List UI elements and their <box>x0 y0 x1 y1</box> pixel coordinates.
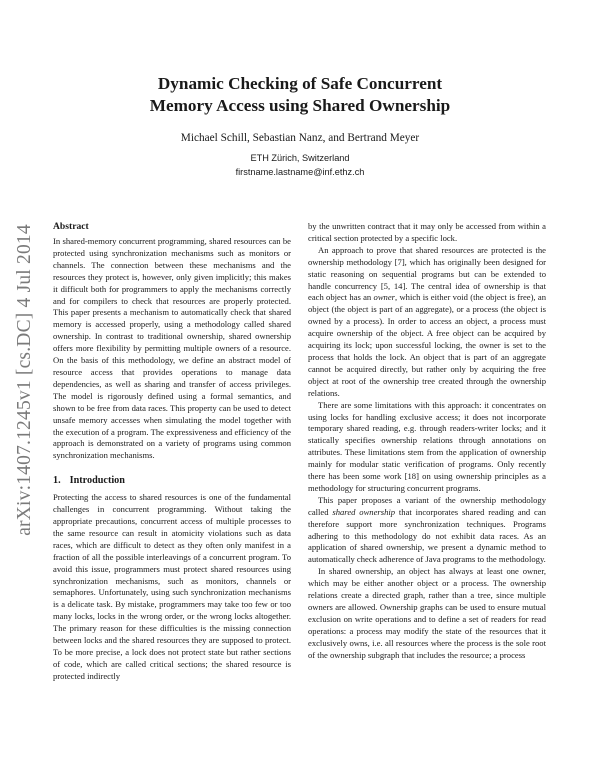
proposal-text-b: that incorporates shared reading and can therefore support more synchronization techniques. Programs adhering to this methodology do not exhibit data races. As an application of shared ownership, we present a dynamic method to automatically check adherence of Java programs to the methodology. <box>308 506 546 565</box>
paper-title <box>60 73 540 117</box>
left-column <box>53 220 291 683</box>
intro-paragraph-ownership <box>308 245 546 400</box>
section-number: 1. <box>53 475 61 487</box>
ownership-text-b: , which is either void (the object is free), an object (the object is part of an aggregate), or a process (the object is owned by a process). In order to access an object, a process must acquire ownership of the object. A free object can be acquired by acquiring its lock; upon successful locking, the owner is set to the process that holds the lock. An object that is part of an aggregate cannot be acquired directly, but rather only by acquiring the free object at root of the ownership tree created through the ownership relations. <box>308 292 546 398</box>
proposal-term-shared-ownership: shared ownership <box>332 506 396 517</box>
arxiv-identifier-text: arXiv:1407.1245v1 [cs.DC] 4 Jul 2014 <box>14 224 35 536</box>
section-title: Introduction <box>69 475 125 487</box>
title-line-1: Dynamic Checking of Safe Concurrent <box>157 74 443 93</box>
intro-paragraph-1: Protecting the access to shared resources is one of the fundamental challenges in concurrent programming. Without taking the appropriate precautions, concurrent access of multiple processes to the same resource can result in atomicity violations such as data races, which are difficult to detect as they often only manifest in a fraction of all the possible interleavings of a concurrent program. To avoid this issue, programmers must protect shared resources using synchronization mechanisms, such as monitors, channels or semaphores. Unfortunately, using such synchronization mechanisms is a delicate task. By mistake, programmers may take too few or too many locks, locks in the wrong order, or the wrong locks altogether. The primary reason for these difficulties is the missing connection between locks and the shared resources they are supposed to protect. To be more precise, a lock does not protect state but rather sections of code, which are called critical sections; the shared resource is protected indirectly <box>53 492 291 681</box>
right-column <box>308 221 546 662</box>
title-line-2: Memory Access using Shared Ownership <box>149 96 451 115</box>
ownership-term-owner: owner <box>373 292 395 303</box>
abstract-heading: Abstract <box>53 221 89 232</box>
affiliation: ETH Zürich, Switzerland <box>250 153 350 163</box>
ownership-text-a: An approach to prove that shared resources are protected is the ownership methodology [7], which has originally been designed for static reasoning on sequential programs but can be extended to handle concurrency [5, 14]. The central idea of ownership is that each object has an <box>308 244 546 303</box>
intro-paragraph-continued: by the unwritten contract that it may only be accessed from within a critical section protected by a specific lock. <box>308 221 546 243</box>
proposal-text-a: This paper proposes a variant of the ownership methodology called <box>308 494 546 517</box>
author-email: firstname.lastname@inf.ethz.ch <box>235 167 365 177</box>
author-list: Michael Schill, Sebastian Nanz, and Bertrand Meyer <box>180 132 420 144</box>
arxiv-identifier-stamp <box>8 200 42 560</box>
intro-paragraph-shared-ownership: In shared ownership, an object has always at least one owner, which may be either another object or a process. The ownership relations create a directed graph, rather than a tree, since multiple owners are allowed. Ownership graphs can be used to ensure mutual exclusion on write operations and to define a set of readers for read operations: a process may modify the state of the resources that it exclusively owns, i.e. all resources where the process is the sole root of the ownership subgraph that includes the resource; a process <box>308 566 546 660</box>
intro-paragraph-proposal <box>308 495 546 566</box>
introduction-heading <box>53 474 291 487</box>
abstract-text: In shared-memory concurrent programming, shared resources can be protected using synchronization mechanisms such as monitors or channels. The connection between these mechanisms and the resources they protect is, however, only given implicitly; this makes it difficult both for programmers to apply the mechanisms correctly and for compilers to check that resources are properly protected. This paper presents a mechanism to automatically check that shared memory is accessed properly, using a methodology called shared ownership. In contrast to traditional ownership, shared ownership offers more flexibility by permitting multiple owners of a resource. On the basis of this methodology, we define an abstract model of resource access that provides operations to manage data dependencies, as well as sharing and transfer of access privileges. The model is rigorously defined using a formal semantics, and shown to be free from data races. This property can be used to detect unsafe memory accesses when simulating the model together with the execution of a program. The expressiveness and efficiency of the approach is demonstrated on a variety of programs using common synchronization mechanisms. <box>53 236 291 461</box>
intro-paragraph-limitations: There are some limitations with this approach: it concentrates on using locks for handling exclusive access; it does not incorporate temporary shared reading, e.g. through readers-writer locks; and it statically specifies ownership relations through annotations on attributes. These limitations stem from the application of ownership mainly for modular static verification of programs. Only recently there has been some work [18] on using ownership principles as a methodology for structuring concurrent programs. <box>308 399 546 493</box>
